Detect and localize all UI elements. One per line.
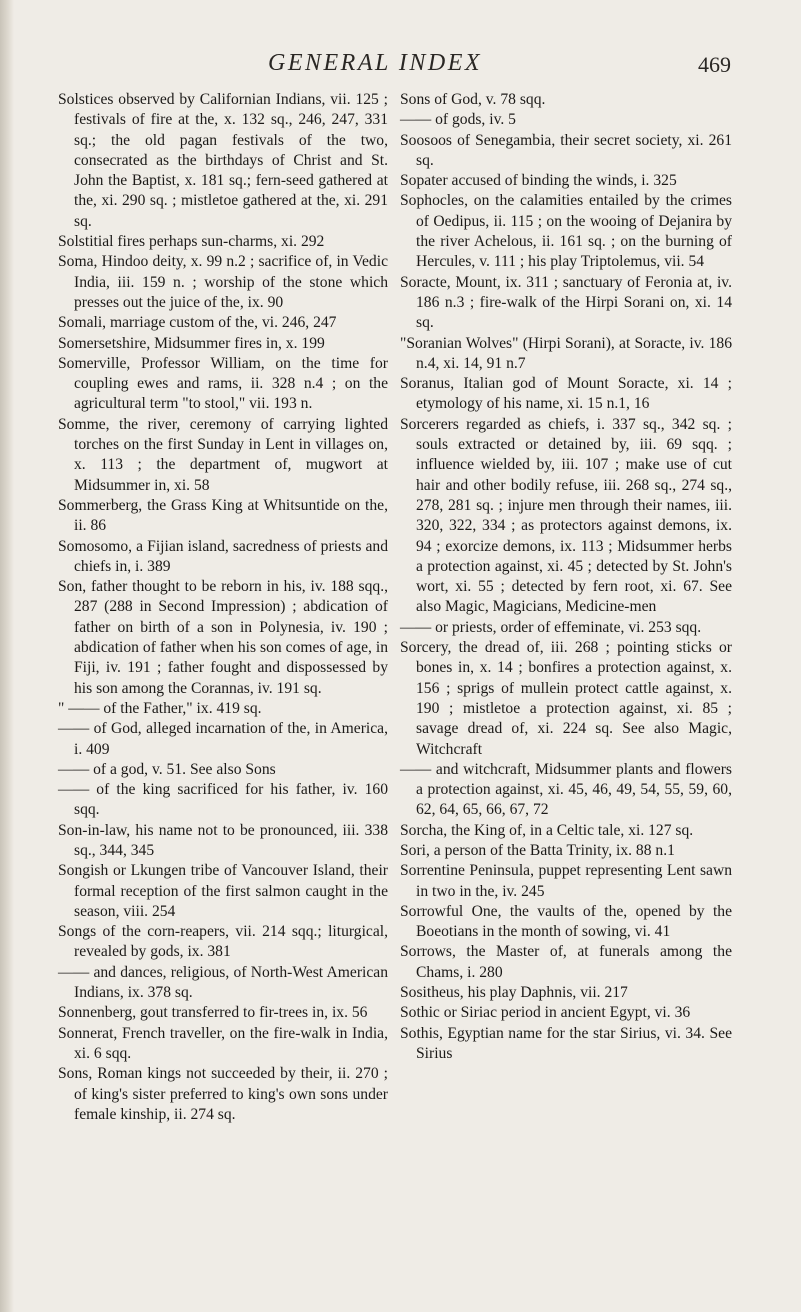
index-entry: Sothis, Egyptian name for the star Sirius, vi. 34. See Sirius: [400, 1024, 732, 1062]
index-entry: Somersetshire, Midsummer fires in, x. 199: [58, 334, 325, 352]
index-entry: Soranus, Italian god of Mount Soracte, xi. 14 ; etymology of his name, xi. 15 n.1, 16: [400, 375, 732, 413]
index-entry: Somerville, Professor William, on the time for coupling ewes and rams, ii. 328 n.4 ; on the agricultural term "to stool," vii. 193 n.: [58, 354, 388, 413]
index-entry: —— of the king sacrificed for his father, iv. 160 sqq.: [58, 781, 388, 819]
index-entry: Sorcerers regarded as chiefs, i. 337 sq., 342 sq. ; souls extracted or detained by, iii. 69 sqq. ; influence wielded by, iii. 107 ; make use of cut hair and other bodily refuse, iii. 268 sq., 274 sq., 278, 281 sq. ; injure men through their names, iii. 320, 322, 334 ; as protectors against demons, ix. 94 ; exorcize demons, ix. 113 ; Midsummer herbs a protection against, xi. 45 ; detected by St. John's wort, xi. 55 ; detected by fern root, xi. 67. See also Magic, Magicians, Medicine-men: [400, 415, 732, 616]
index-entry: —— of a god, v. 51. See also Sons: [58, 760, 276, 778]
index-entry: Son, father thought to be reborn in his, iv. 188 sqq., 287 (288 in Second Impression) ; abdication of father on birth of a son in Polynesia, iv. 190 ; abdication of father when his son comes of age, in Fiji, iv. 191 ; father fought and dispossessed by his son among the Corannas, iv. 191 sq.: [58, 578, 388, 697]
index-column-right: [400, 90, 732, 1064]
page-header: [0, 44, 801, 84]
running-head: GENERAL INDEX: [268, 50, 483, 76]
index-entry: —— of gods, iv. 5: [400, 111, 516, 129]
index-entry: Sori, a person of the Batta Trinity, ix. 88 n.1: [400, 841, 675, 859]
index-entry: Soosoos of Senegambia, their secret society, xi. 261 sq.: [400, 131, 732, 169]
index-entry: Sothic or Siriac period in ancient Egypt, vi. 36: [400, 1004, 691, 1022]
index-entry: Solstitial fires perhaps sun-charms, xi. 292: [58, 233, 325, 251]
index-entry: —— of God, alleged incarnation of the, in America, i. 409: [58, 720, 388, 758]
index-entry: Soma, Hindoo deity, x. 99 n.2 ; sacrifice of, in Vedic India, iii. 159 n. ; worship of the stone which presses out the juice of the, ix. 90: [58, 253, 388, 311]
book-spine-shadow: [0, 0, 14, 1312]
index-entry: Sorrentine Peninsula, puppet representing Lent sawn in two in the, iv. 245: [400, 862, 732, 900]
index-entry: Somme, the river, ceremony of carrying lighted torches on the first Sunday in Lent in villages on, x. 113 ; the department of, mugwort at Midsummer in, xi. 58: [58, 415, 388, 494]
index-entry: Songish or Lkungen tribe of Vancouver Island, their formal reception of the first salmon caught in the season, viii. 254: [58, 862, 388, 920]
index-entry: Solstices observed by Californian Indians, vii. 125 ; festivals of fire at the, x. 132 sq., 246, 247, 331 sq.; the old pagan festivals of the two, consecrated as the birthdays of Christ and St. John the Baptist, x. 181 sq.; fern-seed gathered at the, xi. 290 sq. ; mistletoe gathered at the, xi. 291 sq.: [58, 91, 388, 230]
index-entry: —— and dances, religious, of North-West American Indians, ix. 378 sq.: [58, 963, 388, 1002]
index-entry: "Soranian Wolves" (Hirpi Sorani), at Soracte, iv. 186 n.4, xi. 14, 91 n.7: [400, 334, 732, 372]
index-entry: Sonnerat, French traveller, on the fire-walk in India, xi. 6 sqq.: [58, 1024, 388, 1062]
index-entry: Sositheus, his play Daphnis, vii. 217: [400, 984, 628, 1002]
index-entry: " —— of the Father," ix. 419 sq.: [58, 699, 262, 717]
page-number: 469: [698, 52, 731, 77]
index-entry: Sons of God, v. 78 sqq.: [400, 91, 546, 108]
index-entry: Sorrowful One, the vaults of the, opened by the Boeotians in the month of sowing, vi. 41: [400, 902, 732, 941]
index-entry: Sopater accused of binding the winds, i. 325: [400, 172, 677, 190]
index-entry: Sorcery, the dread of, iii. 268 ; pointing sticks or bones in, x. 14 ; bonfires a protection against, x. 156 ; sprigs of mullein protect cattle against, x. 190 ; mistletoe a protection against, xi. 85 ; savage dread of, xi. 224 sq. See also Magic, Witchcraft: [400, 639, 732, 758]
index-entry: Son-in-law, his name not to be pronounced, iii. 338 sq., 344, 345: [58, 821, 388, 859]
index-entry: Sons, Roman kings not succeeded by their, ii. 270 ; of king's sister preferred to king's own sons under female kinship, ii. 274 sq.: [58, 1065, 388, 1123]
index-entry: Sophocles, on the calamities entailed by the crimes of Oedipus, ii. 115 ; on the wooing of Dejanira by the river Achelous, ii. 161 sq. ; on the burning of Hercules, v. 111 ; his play Triptolemus, vii. 54: [400, 192, 732, 271]
index-entry: Somosomo, a Fijian island, sacredness of priests and chiefs in, i. 389: [58, 537, 388, 575]
index-entry: Sorrows, the Master of, at funerals among the Chams, i. 280: [400, 943, 732, 981]
index-column-left: [58, 90, 388, 1125]
index-entry: Soracte, Mount, ix. 311 ; sanctuary of Feronia at, iv. 186 n.3 ; fire-walk of the Hirpi Sorani on, xi. 14 sq.: [400, 273, 732, 332]
index-entry: —— or priests, order of effeminate, vi. 253 sqq.: [400, 618, 702, 636]
index-entry: Sorcha, the King of, in a Celtic tale, xi. 127 sq.: [400, 821, 694, 839]
index-entry: Sommerberg, the Grass King at Whitsuntide on the, ii. 86: [58, 496, 388, 535]
index-entry: —— and witchcraft, Midsummer plants and flowers a protection against, xi. 45, 46, 49, 54, 55, 59, 60, 62, 64, 65, 66, 67, 72: [400, 760, 732, 819]
index-entry: Songs of the corn-reapers, vii. 214 sqq.; liturgical, revealed by gods, ix. 381: [58, 923, 388, 961]
index-entry: Somali, marriage custom of the, vi. 246, 247: [58, 314, 337, 332]
index-entry: Sonnenberg, gout transferred to fir-trees in, ix. 56: [58, 1004, 368, 1022]
